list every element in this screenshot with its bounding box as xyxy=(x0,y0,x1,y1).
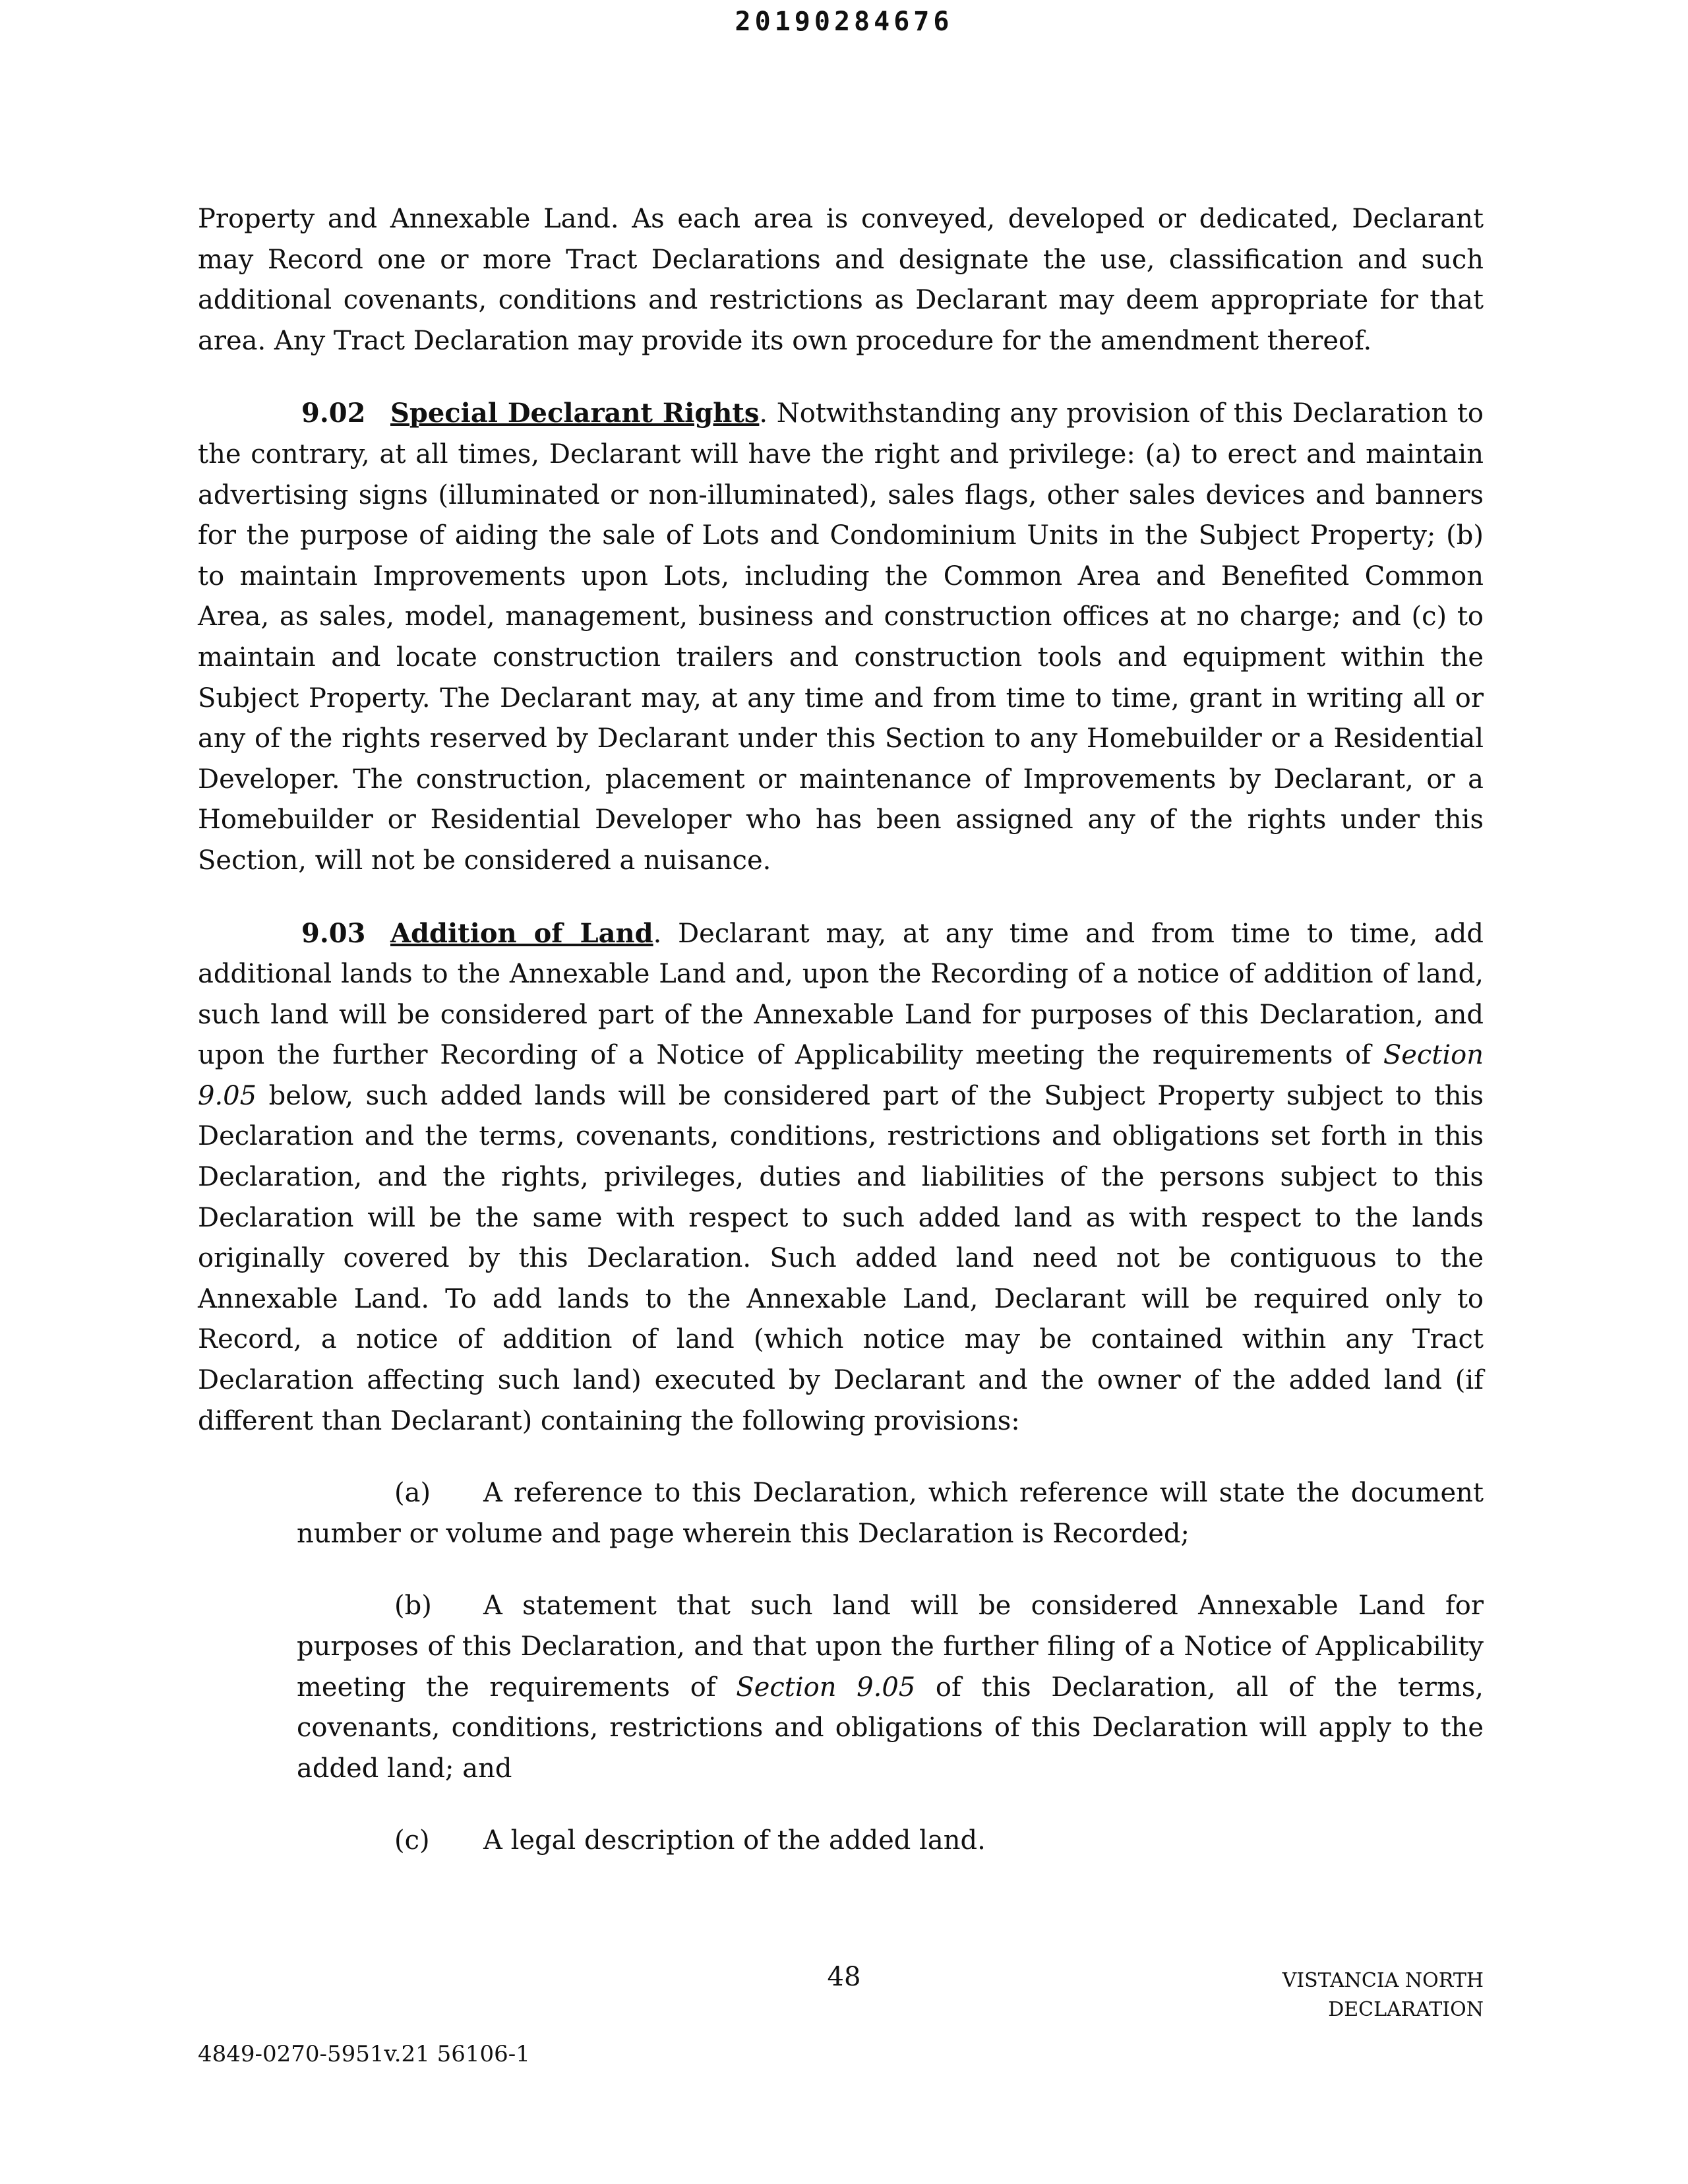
section-title: Addition of Land xyxy=(390,917,653,949)
document-id: 4849-0270-5951v.21 56106-1 xyxy=(198,2041,530,2067)
document-body xyxy=(198,199,1484,1893)
section-number: 9.02 xyxy=(301,398,366,429)
list-item-text: of this Declaration, all of the terms, covenants, conditions, restrictions and obligations of this Declaration will apply to the added land; and xyxy=(297,1672,1484,1784)
list-item-text: A statement that such land will be considered Annexable Land for purposes of this Declaration, and that upon the further filing of a Notice of Applicability meeting the requirements of xyxy=(297,1591,1484,1703)
page-number: 48 xyxy=(827,1962,861,1992)
record-number: 20190284676 xyxy=(735,7,953,37)
list-item-b xyxy=(297,1586,1484,1789)
paragraph-annexable-land: Property and Annexable Land. As each area is conveyed, developed or dedicated, Declarant may Record one or more Tract Declarations and designate the use, classification and such additional covenants, conditions and restrictions as Declarant may deem appropriate for that area. Any Tract Declaration may provide its own procedure for the amendment thereof. xyxy=(198,204,1484,356)
list-item-text: A legal description of the added land. xyxy=(483,1825,986,1856)
list-item-label: (c) xyxy=(394,1825,430,1856)
footer-document-title xyxy=(1282,1966,1484,2024)
section-9-02 xyxy=(198,393,1484,881)
list-item-c xyxy=(297,1821,1484,1862)
list-item-label: (a) xyxy=(394,1478,431,1509)
section-text: . Declarant may, at any time and from time to time, add additional lands to the Annexable Land and, upon the Recording of a notice of addition of land, such land will be considered part of the Annexable Land for purposes of this Declaration, and upon the further Recording of a Notice of Applicability meeting the requirements of xyxy=(198,918,1484,1071)
section-9-03 xyxy=(198,913,1484,1442)
section-number: 9.03 xyxy=(301,917,366,949)
section-text: . Notwithstanding any provision of this Declaration to the contrary, at all times, Declarant will have the right and privilege: (a) to erect and maintain advertising signs (illuminated or non-illuminated), sales flags, other sales devices and banners for the purpose of aiding the sale of Lots and Condominium Units in the Subject Property; (b) to maintain Improvements upon Lots, including the Common Area and Benefited Common Area, as sales, model, management, business and construction offices at no charge; and (c) to maintain and locate construction trailers and construction tools and equipment within the Subject Property. The Declarant may, at any time and from time to time, grant in writing all or any of the rights reserved by Declarant under this Section to any Homebuilder or a Residential Developer. The construction, placement or maintenance of Improvements by Declarant, or a Homebuilder or Residential Developer who has been assigned any of the rights under this Section, will not be considered a nuisance. xyxy=(198,398,1484,876)
list-item-text: A reference to this Declaration, which reference will state the document number or volume and page wherein this Declaration is Recorded; xyxy=(297,1478,1484,1549)
footer-title-line: VISTANCIA NORTH xyxy=(1282,1969,1484,1992)
footer-title-line: DECLARATION xyxy=(1328,1998,1484,2021)
section-reference: Section 9.05 xyxy=(736,1672,916,1703)
list-item-a xyxy=(297,1473,1484,1554)
section-text: below, such added lands will be considered part of the Subject Property subject to this Declaration and the terms, covenants, conditions, restrictions and obligations set forth in this Declaration, and the rights, privileges, duties and liabilities of the persons subject to this Declaration will be the same with respect to such added land as with respect to the lands originally covered by this Declaration. Such added land need not be contiguous to the Annexable Land. To add lands to the Annexable Land, Declarant will be required only to Record, a notice of addition of land (which notice may be contained within any Tract Declaration affecting such land) executed by Declarant and the owner of the added land (if different than Declarant) containing the following provisions: xyxy=(198,1080,1484,1436)
list-item-label: (b) xyxy=(394,1591,432,1622)
section-title: Special Declarant Rights xyxy=(390,398,760,429)
section-reference: Section 9.05 xyxy=(198,1040,1484,1111)
